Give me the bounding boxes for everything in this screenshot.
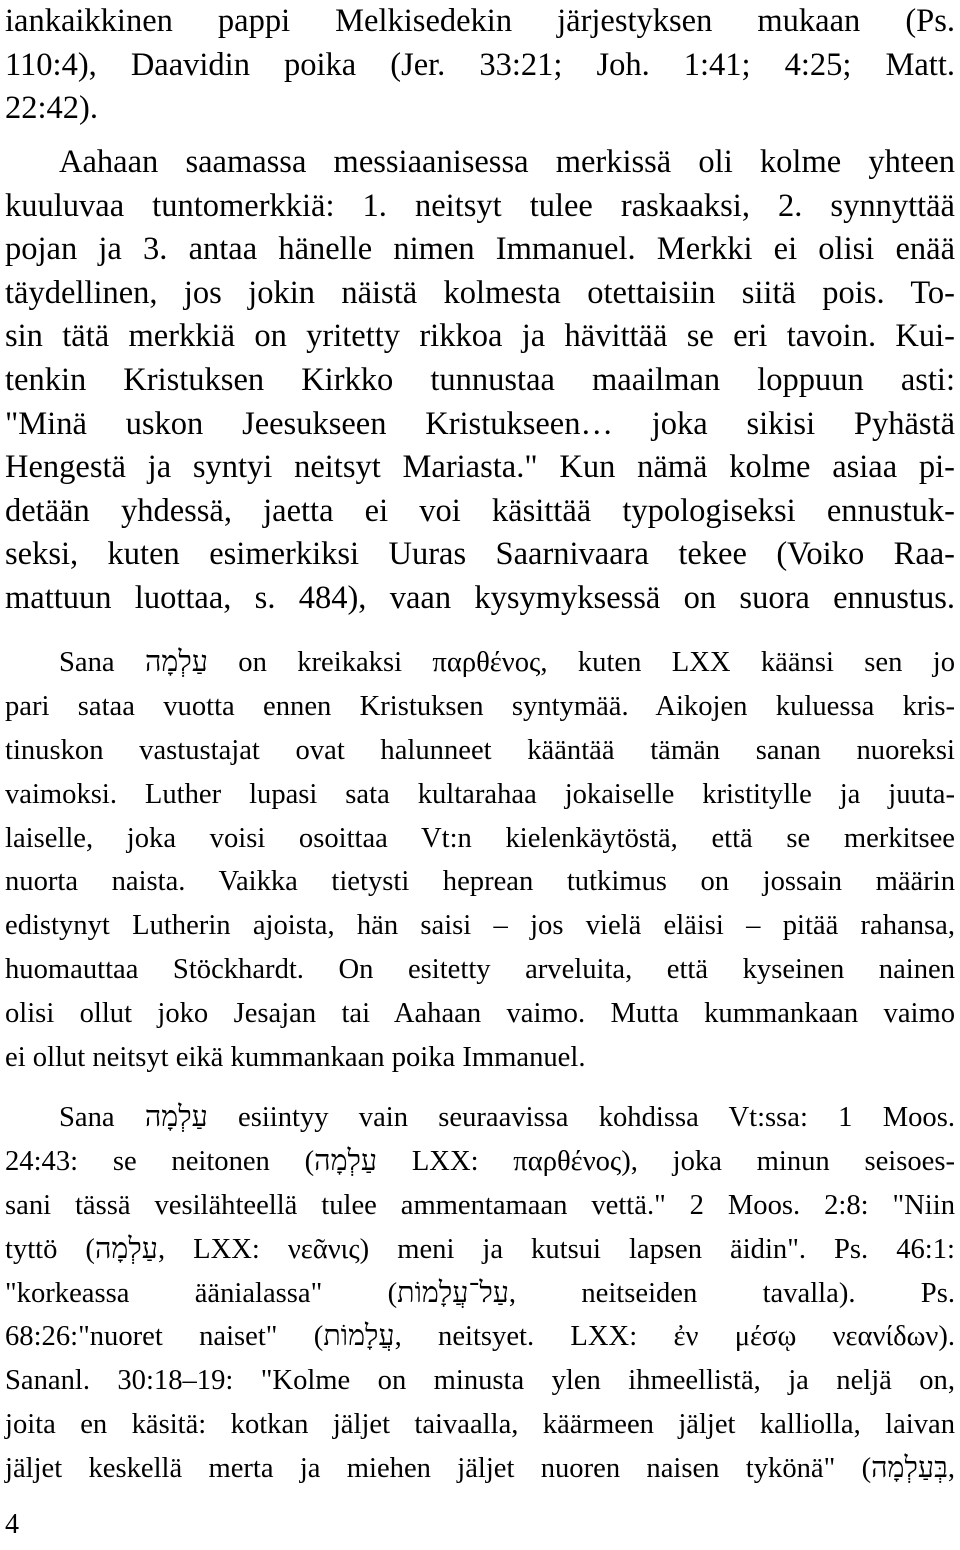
paragraph-4 xyxy=(5,1096,955,1491)
text-line: Sananl. 30:18–19: "Kolme on minusta ylen ihmeellistä, ja neljä on, xyxy=(5,1365,955,1397)
text-line: detään yhdessä, jaetta ei voi käsittää typologiseksi ennustuk- xyxy=(5,492,955,529)
text-line: Aahaan saamassa messiaanisessa merkissä oli kolme yhteen xyxy=(59,144,955,180)
text-line: vaimoksi. Luther lupasi sata kultarahaa jokaiselle kristitylle ja juuta- xyxy=(5,778,955,810)
text-line: tenkin Kristuksen Kirkko tunnustaa maailman loppuun asti: xyxy=(5,361,955,398)
text-line: Sana עַלְמָה esiintyy vain seuraavissa kohdissa Vt:ssa: 1 Moos. xyxy=(59,1102,955,1133)
text-line: pojan ja 3. antaa hänelle nimen Immanuel. Merkki ei olisi enää xyxy=(5,231,955,268)
paragraph-3 xyxy=(5,641,955,1080)
text-line: "Minä uskon Jeesukseen Kristukseen… joka sikisi Pyhästä xyxy=(5,405,955,442)
page-number: 4 xyxy=(5,1509,19,1540)
paragraph-1 xyxy=(5,0,955,131)
text-line: sani tässä vesilähteellä tulee ammentamaan vettä." 2 Moos. 2:8: "Niin xyxy=(5,1189,955,1221)
text-line: jäljet keskellä merta ja miehen jäljet nuoren naisen tykönä" (בְּעַלְמָה, xyxy=(5,1453,955,1485)
paragraph-2 xyxy=(5,141,955,621)
text-line: "korkeassa äänialassa" (עַל־עֲלָמוֹת, neitseiden tavalla). Ps. xyxy=(5,1277,955,1309)
text-line: joita en käsitä: kotkan jäljet taivaalla, käärmeen jäljet kalliolla, laivan xyxy=(5,1409,955,1441)
text-line: 24:43: se neitonen (עַלְמָה LXX: παρθένος), joka minun seisoes- xyxy=(5,1145,955,1177)
text-line: sin tätä merkkiä on yritetty rikkoa ja hävittää se eri tavoin. Kui- xyxy=(5,318,955,355)
text-line: ei ollut neitsyt eikä kummankaan poika Immanuel. xyxy=(5,1042,586,1074)
text-line: täydellinen, jos jokin näistä kolmesta otettaisiin siitä pois. To- xyxy=(5,274,955,311)
text-line: Sana עַלְמָה on kreikaksi παρθένος, kuten LXX käänsi sen jo xyxy=(59,647,955,678)
text-line: huomauttaa Stöckhardt. On esitetty arveluita, että kyseinen nainen xyxy=(5,954,955,986)
text-line: tyttö (עַלְמָה, LXX: νεᾶνις) meni ja kutsui lapsen äidin". Ps. 46:1: xyxy=(5,1233,955,1265)
text-line: mattuun luottaa, s. 484), vaan kysymyksessä on suora ennustus. xyxy=(5,579,955,616)
text-line: seksi, kuten esimerkiksi Uuras Saarnivaara tekee (Voiko Raa- xyxy=(5,536,955,573)
text-line: 22:42). xyxy=(5,90,98,127)
text-line: Hengestä ja syntyi neitsyt Mariasta." Kun nämä kolme asiaa pi- xyxy=(5,449,955,486)
text-line: iankaikkinen pappi Melkisedekin järjestyksen mukaan (Ps. xyxy=(5,3,955,39)
text-line: laiselle, joka voisi osoittaa Vt:n kielenkäytöstä, että se merkitsee xyxy=(5,822,955,854)
text-line: 68:26:"nuoret naiset" (עֲלָמוֹת, neitsyet. LXX: ἐν μέσῳ νεανίδων). xyxy=(5,1321,956,1353)
text-line: 110:4), Daavidin poika (Jer. 33:21; Joh. 1:41; 4:25; Matt. xyxy=(5,46,955,83)
text-line: nuorta naista. Vaikka tietysti heprean tutkimus on jossain määrin xyxy=(5,866,955,898)
text-line: tinuskon vastustajat ovat halunneet kääntää tämän sanan nuoreksi xyxy=(5,734,955,766)
text-line: pari sataa vuotta ennen Kristuksen syntymää. Aikojen kuluessa kris- xyxy=(5,690,955,722)
text-line: olisi ollut joko Jesajan tai Aahaan vaimo. Mutta kummankaan vaimo xyxy=(5,998,955,1030)
text-line: edistynyt Lutherin ajoista, hän saisi – jos vielä eläisi – pitää rahansa, xyxy=(5,910,955,942)
text-line: kuuluvaa tuntomerkkiä: 1. neitsyt tulee raskaaksi, 2. synnyttää xyxy=(5,187,955,224)
